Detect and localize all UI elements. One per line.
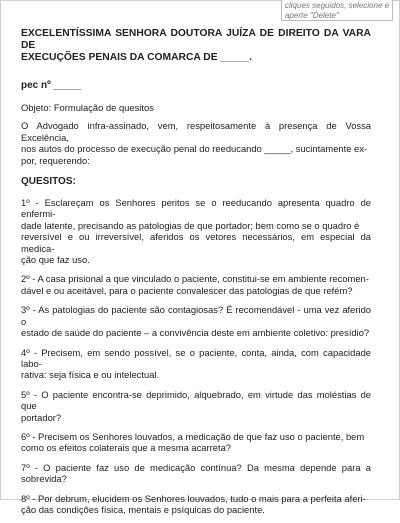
intro-line: O Advogado infra-assinado, vem, respeitosamente à presença de Vossa Excelência, bbox=[21, 120, 371, 143]
quesito-line: portador? bbox=[21, 411, 62, 423]
quesito-line: ção que faz uso. bbox=[21, 254, 90, 266]
quesito-line: rativa: seja física e ou intelectual. bbox=[21, 369, 160, 381]
intro-line: nos autos do processo de execução penal do reeducando _____, sucintamente ex- bbox=[21, 143, 368, 155]
quesito-line: 1º - Esclareçam os Senhores peritos se o reeducando apresenta quadro de enfermi- bbox=[21, 197, 371, 220]
quesito-7 bbox=[21, 462, 371, 485]
quesitos-heading: QUESITOS: bbox=[21, 176, 76, 188]
quesito-line: 3º - As patologias do paciente são contagiosas? É recomendável - uma vez aferido o bbox=[21, 304, 371, 327]
quesito-line: 5º - O paciente encontra-se deprimido, alquebrado, em virtude das moléstias de que bbox=[21, 388, 371, 412]
quesito-line: 7º - O paciente faz uso de medicação contínua? Da mesma depende para a sobrevida? bbox=[21, 461, 371, 485]
hint-line: aperte "Delete" bbox=[285, 11, 339, 20]
quesito-line: 6º - Precisem os Senhores louvados, a medicação de que faz uso o paciente, bem bbox=[21, 430, 365, 442]
quesito-3 bbox=[21, 304, 371, 338]
quesito-line: 2º - A casa prisional a que vinculado o paciente, constitui-se em ambiente recomen- bbox=[21, 273, 369, 285]
quesito-line: reversível e ou irreversível, aferidos os vetores necessários, em especial da medica- bbox=[21, 231, 371, 254]
objeto-line: Objeto: Formulação de quesitos bbox=[21, 102, 154, 113]
document-body bbox=[21, 28, 371, 523]
quesito-line: dade latente, precisando as patologias de que portador; bem como se o quadro é bbox=[21, 219, 360, 231]
quesito-line: dável e ou aceitável, para o paciente convalescer das patologias de que refém? bbox=[21, 284, 353, 296]
hint-line: cliques seguidos, selecione e bbox=[285, 1, 390, 10]
quesito-line: como os efeitos colaterais que a mesma acarreta? bbox=[21, 442, 231, 454]
title-line: EXCELENTÍSSIMA SENHORA DOUTORA JUÍZA DE DIREITO DA VARA DE bbox=[21, 28, 371, 51]
document-title bbox=[21, 28, 371, 64]
quesito-8 bbox=[21, 493, 371, 516]
quesito-line: 4º - Precisem, em sendo possível, se o paciente, conta, ainda, com capacidade labo- bbox=[21, 346, 371, 369]
quesito-line: estado de saúde do paciente – a convivência deste em ambiente coletivo: presídio? bbox=[21, 327, 370, 339]
quesito-2 bbox=[21, 273, 371, 296]
hint-note bbox=[281, 0, 393, 21]
quesito-5 bbox=[21, 389, 371, 423]
quesito-4 bbox=[21, 347, 371, 381]
intro-paragraph bbox=[21, 120, 371, 166]
quesito-1 bbox=[21, 197, 371, 265]
pec-number: pec nº _____ bbox=[21, 80, 82, 91]
quesito-line: ção das condições física, mentais e psíquicas do paciente. bbox=[21, 503, 265, 515]
intro-line: por, requerendo: bbox=[21, 154, 90, 166]
quesito-6 bbox=[21, 431, 371, 454]
title-line: EXECUÇÕES PENAIS DA COMARCA DE _____. bbox=[21, 52, 252, 63]
quesito-line: 8º - Por debrum, elucidem os Senhores louvados, tudo o mais para a perfeita aferi- bbox=[21, 492, 366, 504]
